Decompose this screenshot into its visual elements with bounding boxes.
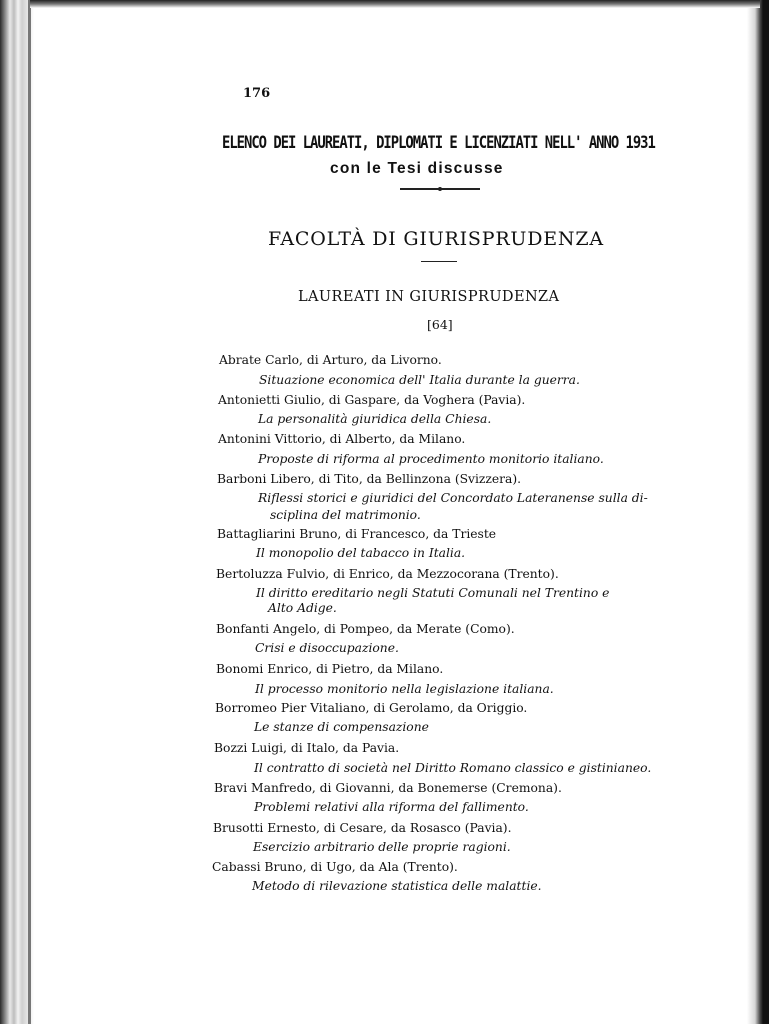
graduate-name: Bonomi Enrico, di Pietro, da Milano.: [216, 662, 444, 676]
scan-top-edge: [30, 0, 760, 8]
thesis-title-continued: Alto Adige.: [268, 601, 337, 615]
thesis-title: Esercizio arbitrario delle proprie ragioni.: [253, 840, 511, 854]
thesis-title: Il monopolio del tabacco in Italia.: [256, 546, 466, 560]
graduate-name: Bravi Manfredo, di Giovanni, da Bonemerse (Cremona).: [214, 781, 562, 795]
sub-heading: con le Tesi discusse: [330, 160, 504, 177]
section-title: LAUREATI IN GIURISPRUDENZA: [298, 289, 560, 305]
thesis-title: Riflessi storici e giuridici del Concordato Lateranense sulla di-: [258, 491, 648, 505]
graduate-count: [64]: [427, 317, 453, 332]
binding-shadow-line: [28, 0, 31, 1024]
graduate-name: Brusotti Ernesto, di Cesare, da Rosasco (Pavia).: [213, 821, 512, 835]
ornamental-rule: [400, 188, 480, 190]
faculty-title: FACOLTÀ DI GIURISPRUDENZA: [268, 228, 604, 250]
graduate-name: Barboni Libero, di Tito, da Bellinzona (Svizzera).: [217, 472, 522, 486]
graduate-name: Battagliarini Bruno, di Francesco, da Trieste: [217, 527, 497, 541]
graduate-name: Bertoluzza Fulvio, di Enrico, da Mezzocorana (Trento).: [216, 567, 559, 581]
graduate-name: Borromeo Pier Vitaliano, di Gerolamo, da Origgio.: [215, 701, 528, 715]
main-heading: ELENCO DEI LAUREATI, DIPLOMATI E LICENZIATI NELL' ANNO 1931: [222, 133, 655, 152]
thesis-title: Situazione economica dell' Italia durante la guerra.: [259, 373, 580, 387]
graduate-name: Bonfanti Angelo, di Pompeo, da Merate (Como).: [216, 622, 515, 636]
thesis-title: La personalità giuridica della Chiesa.: [258, 412, 492, 426]
thesis-title: Il diritto ereditario negli Statuti Comunali nel Trentino e: [256, 586, 610, 600]
thesis-title: Crisi e disoccupazione.: [255, 641, 399, 655]
thesis-title: Il processo monitorio nella legislazione italiana.: [255, 682, 554, 696]
page-number: 176: [243, 86, 271, 101]
graduate-name: Bozzi Luigi, di Italo, da Pavia.: [214, 741, 400, 755]
thesis-title: Problemi relativi alla riforma del fallimento.: [254, 800, 529, 814]
scan-right-edge: [747, 0, 769, 1024]
thesis-title: Il contratto di società nel Diritto Romano classico e gistinianeo.: [254, 761, 652, 775]
graduate-name: Cabassi Bruno, di Ugo, da Ala (Trento).: [212, 860, 458, 874]
thesis-title-continued: sciplina del matrimonio.: [270, 508, 421, 522]
thesis-title: Le stanze di compensazione: [254, 720, 429, 734]
thesis-title: Proposte di riforma al procedimento monitorio italiano.: [258, 452, 604, 466]
graduate-name: Abrate Carlo, di Arturo, da Livorno.: [219, 353, 442, 367]
short-rule: [421, 261, 457, 262]
graduate-name: Antonietti Giulio, di Gaspare, da Voghera (Pavia).: [218, 393, 526, 407]
graduate-name: Antonini Vittorio, di Alberto, da Milano.: [218, 432, 466, 446]
book-binding-edge: [0, 0, 48, 1024]
thesis-title: Metodo di rilevazione statistica delle malattie.: [252, 879, 542, 893]
rule-dot: [438, 187, 442, 191]
